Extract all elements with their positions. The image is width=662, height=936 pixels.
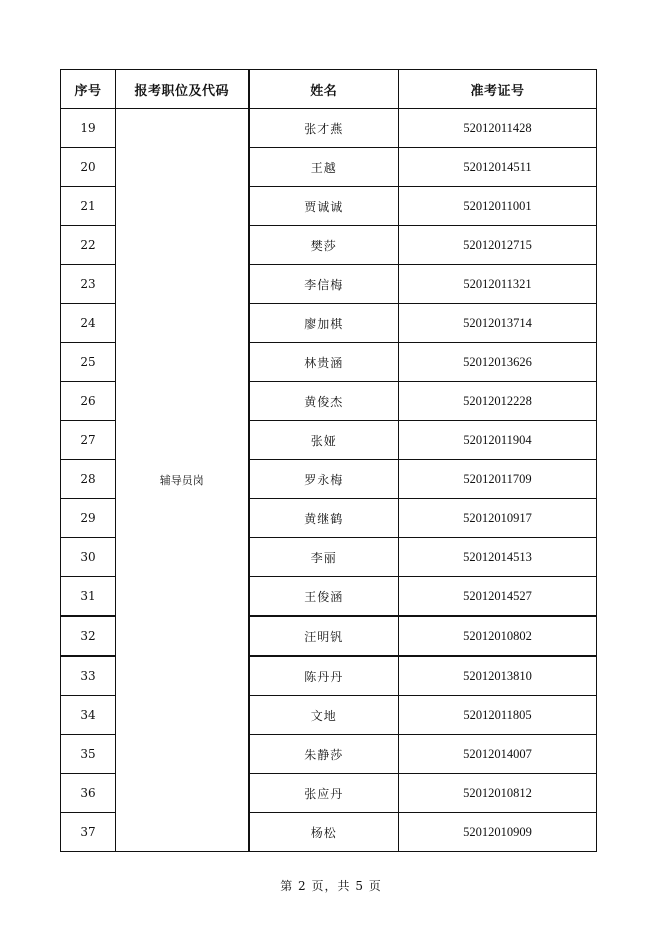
cell-seq: 35 <box>61 735 116 774</box>
cell-seq: 27 <box>61 421 116 460</box>
cell-name: 樊莎 <box>249 226 399 265</box>
header-position: 报考职位及代码 <box>116 70 249 109</box>
cell-exam-id: 52012011709 <box>399 460 597 499</box>
cell-exam-id: 52012010812 <box>399 774 597 813</box>
cell-exam-id: 52012014527 <box>399 577 597 617</box>
cell-exam-id: 52012014511 <box>399 148 597 187</box>
cell-seq: 29 <box>61 499 116 538</box>
cell-seq: 22 <box>61 226 116 265</box>
cell-name: 王越 <box>249 148 399 187</box>
cell-seq: 33 <box>61 656 116 696</box>
cell-seq: 32 <box>61 616 116 656</box>
table-row <box>61 109 597 148</box>
cell-seq: 20 <box>61 148 116 187</box>
cell-name: 杨松 <box>249 813 399 852</box>
cell-seq: 21 <box>61 187 116 226</box>
roster-sheet <box>60 69 596 852</box>
table-body <box>61 109 597 852</box>
candidate-table <box>60 69 597 852</box>
cell-name: 黄俊杰 <box>249 382 399 421</box>
cell-seq: 36 <box>61 774 116 813</box>
cell-seq: 23 <box>61 265 116 304</box>
cell-name: 汪明钒 <box>249 616 399 656</box>
cell-exam-id: 52012014007 <box>399 735 597 774</box>
cell-exam-id: 52012011321 <box>399 265 597 304</box>
cell-exam-id: 52012013626 <box>399 343 597 382</box>
cell-name: 张才燕 <box>249 109 399 148</box>
cell-name: 文地 <box>249 696 399 735</box>
cell-name: 陈丹丹 <box>249 656 399 696</box>
cell-seq: 19 <box>61 109 116 148</box>
cell-name: 李信梅 <box>249 265 399 304</box>
cell-seq: 37 <box>61 813 116 852</box>
cell-exam-id: 52012012715 <box>399 226 597 265</box>
cell-name: 朱静莎 <box>249 735 399 774</box>
cell-name: 罗永梅 <box>249 460 399 499</box>
cell-exam-id: 52012011904 <box>399 421 597 460</box>
cell-seq: 24 <box>61 304 116 343</box>
page-footer: 第 2 页，共 5 页 <box>280 879 382 893</box>
cell-exam-id: 52012011001 <box>399 187 597 226</box>
cell-name: 李丽 <box>249 538 399 577</box>
cell-seq: 26 <box>61 382 116 421</box>
header-exam-id: 准考证号 <box>399 70 597 109</box>
table-header-row <box>61 70 597 109</box>
cell-seq: 25 <box>61 343 116 382</box>
cell-name: 廖加棋 <box>249 304 399 343</box>
cell-exam-id: 52012013810 <box>399 656 597 696</box>
cell-seq: 31 <box>61 577 116 617</box>
cell-exam-id: 52012012228 <box>399 382 597 421</box>
cell-exam-id: 52012010909 <box>399 813 597 852</box>
header-name: 姓名 <box>249 70 399 109</box>
cell-name: 林贵涵 <box>249 343 399 382</box>
cell-seq: 30 <box>61 538 116 577</box>
cell-seq: 28 <box>61 460 116 499</box>
cell-exam-id: 52012014513 <box>399 538 597 577</box>
cell-name: 张应丹 <box>249 774 399 813</box>
cell-exam-id: 52012010917 <box>399 499 597 538</box>
cell-seq: 34 <box>61 696 116 735</box>
cell-name: 黄继鹤 <box>249 499 399 538</box>
header-seq: 序号 <box>61 70 116 109</box>
cell-exam-id: 52012010802 <box>399 616 597 656</box>
cell-name: 贾诚诚 <box>249 187 399 226</box>
cell-exam-id: 52012011428 <box>399 109 597 148</box>
cell-name: 张娅 <box>249 421 399 460</box>
cell-position: 辅导员岗 <box>116 109 249 852</box>
cell-exam-id: 52012011805 <box>399 696 597 735</box>
cell-exam-id: 52012013714 <box>399 304 597 343</box>
cell-name: 王俊涵 <box>249 577 399 617</box>
